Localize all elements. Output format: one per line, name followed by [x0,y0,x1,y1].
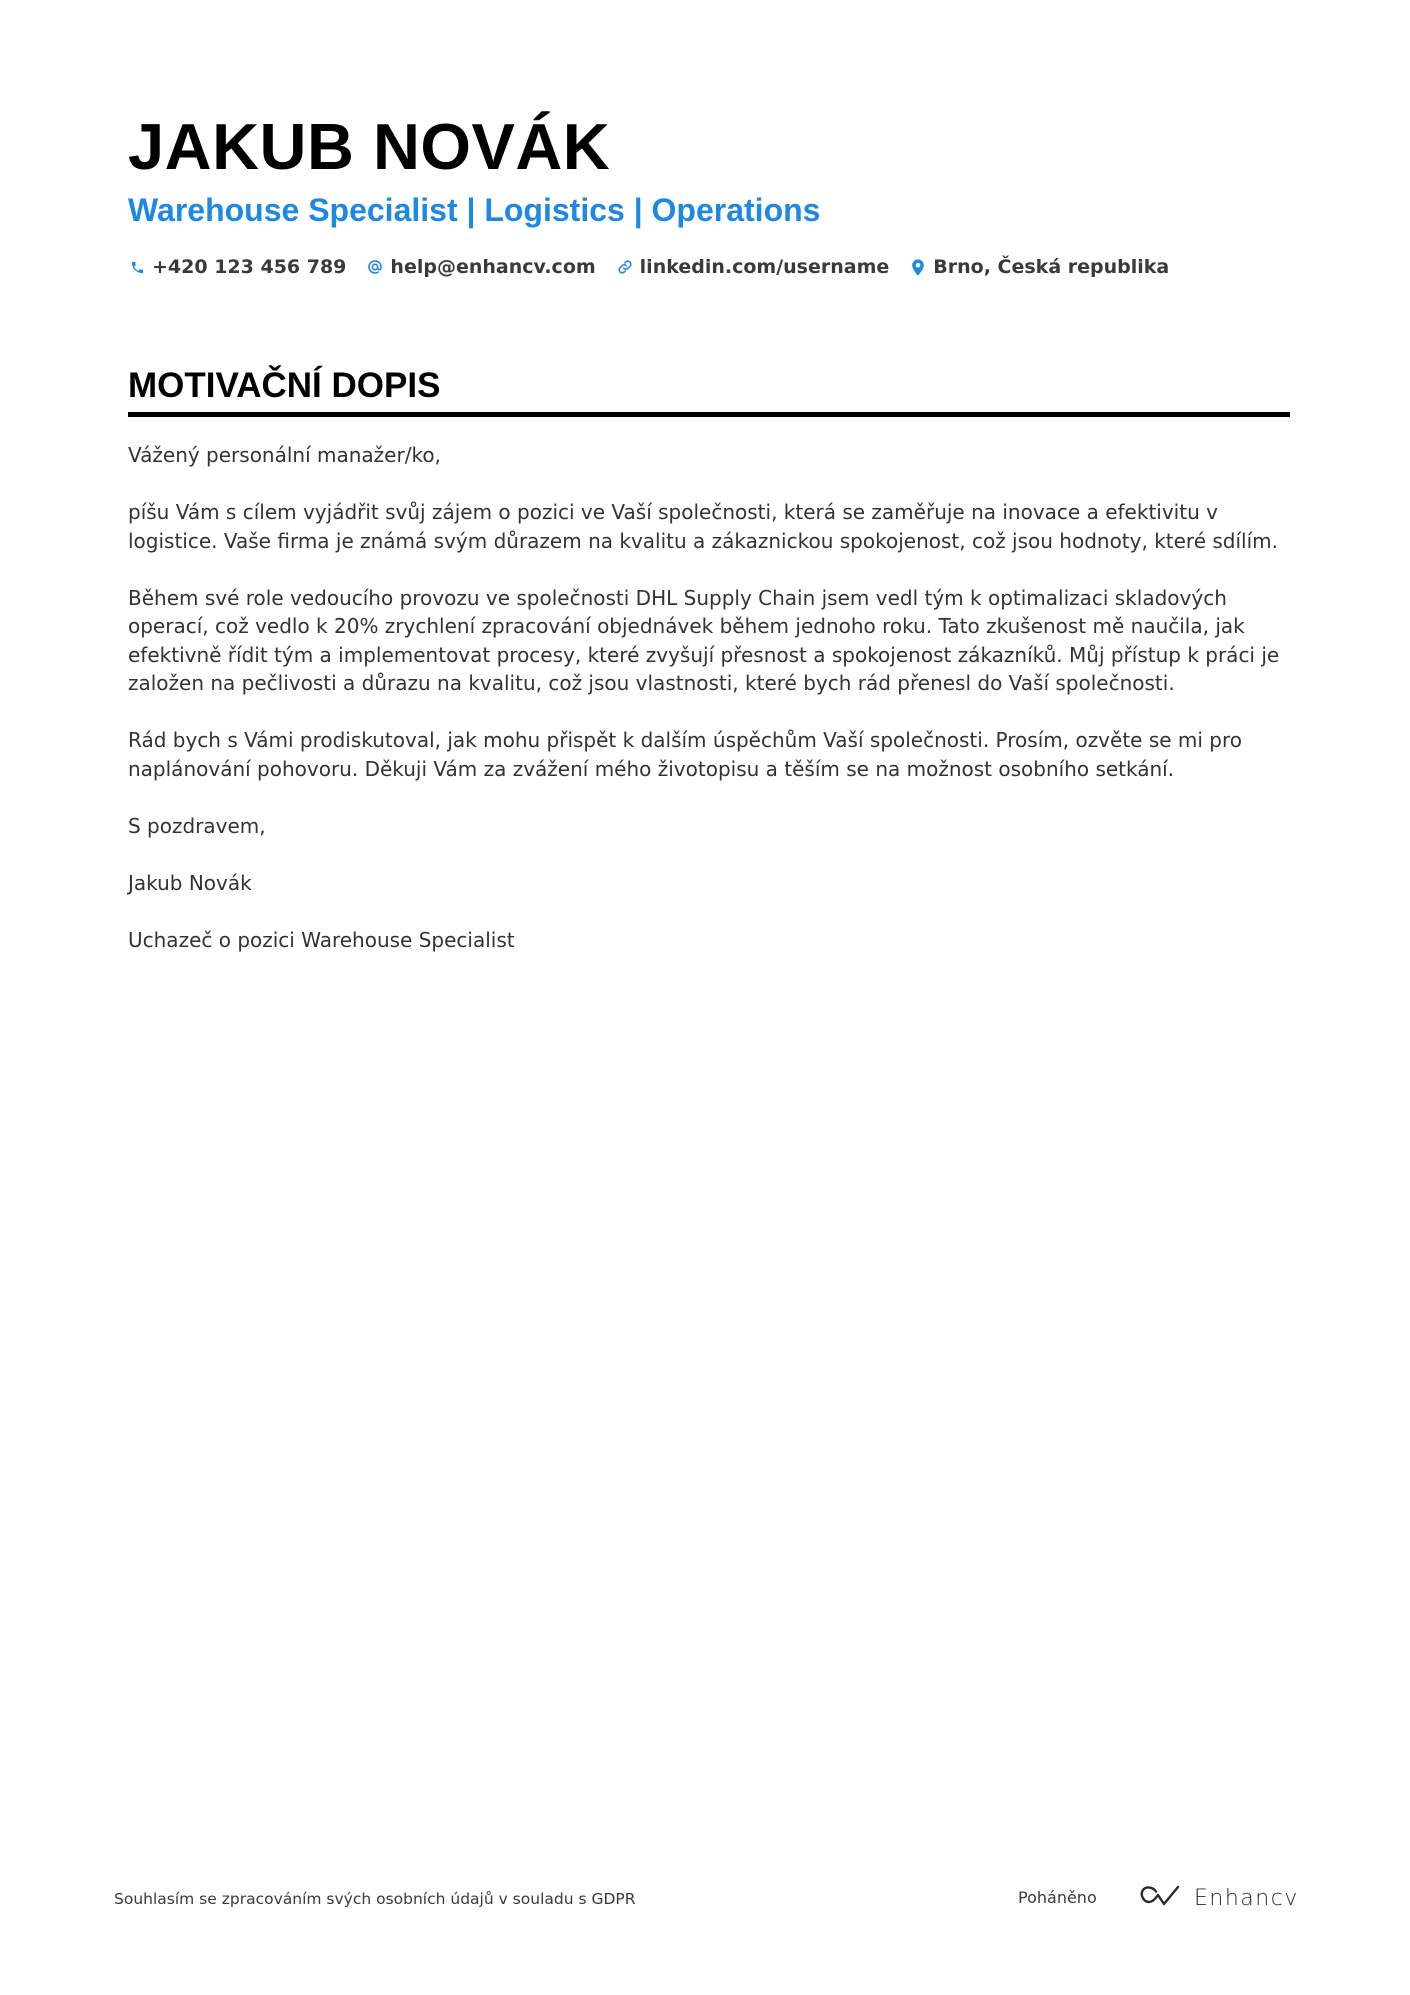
section-title: MOTIVAČNÍ DOPIS [128,366,441,405]
letter-signature: Jakub Novák [128,870,252,895]
footer [0,1880,1410,1920]
section-divider [128,412,1290,417]
linkedin-text[interactable]: linkedin.com/username [639,256,890,278]
letter-paragraph-3: Rád bych s Vámi prodiskutoval, jak mohu přispět k dalším úspěchům Vaší společnosti. Prosím, ozvěte se mi pro naplánování pohovoru. Děkuji Vám za zvážení mého životopisu a těším se na možnost osobního setkání. [128,728,1243,781]
powered-by-label: Poháněno [1018,1888,1097,1907]
letter-paragraph-1: píšu Vám s cílem vyjádřit svůj zájem o pozici ve Vaší společnosti, která se zaměřuje na inovace a efektivitu v logistice. Vaše firma je známá svým důrazem na kvalitu a zákaznickou spokojenost, což jsou hodnoty, které sdílím. [128,500,1278,553]
letter-paragraph-2: Během své role vedoucího provozu ve společnosti DHL Supply Chain jsem vedl tým k optimalizaci skladových operací, což vedlo k 20% zrychlení zpracování objednávek během jednoho roku. Tato zkušenost mě naučila, jak efektivně řídit tým a implementovat procesy, které zvyšují přesnost a spokojenost zákazníků. Můj přístup k práci je založen na pečlivosti a důrazu na kvalitu, což jsou vlastnosti, které bych rád přenesl do Vaší společnosti. [128,585,1280,695]
phone-text: +420 123 456 789 [152,256,347,278]
email-text[interactable]: help@enhancv.com [390,256,596,278]
contact-info [128,256,1288,278]
link-icon [616,258,634,276]
job-title: Warehouse Specialist | Logistics | Operations [128,192,821,228]
gdpr-consent-text: Souhlasím se zpracováním svých osobních údajů v souladu s GDPR [114,1890,636,1908]
at-icon [366,258,384,276]
candidate-name: JAKUB NOVÁK [128,110,611,183]
cover-letter-section [128,364,1290,983]
phone-icon [128,258,146,276]
contact-location [909,256,1169,278]
contact-email[interactable] [366,256,595,278]
brand-name: Enhancv [1194,1885,1299,1911]
brand-link[interactable] [1138,1880,1299,1916]
location-text: Brno, Česká republika [933,256,1170,278]
letter-closing: S pozdravem, [128,813,266,838]
contact-linkedin[interactable] [616,256,890,278]
letter-signature-title: Uchazeč o pozici Warehouse Specialist [128,927,515,952]
location-pin-icon [909,258,927,276]
letter-body [128,441,1290,954]
enhancv-logo-icon [1138,1883,1184,1913]
letter-greeting: Vážený personální manažer/ko, [128,443,441,467]
contact-phone [128,256,346,278]
header [128,108,1288,278]
